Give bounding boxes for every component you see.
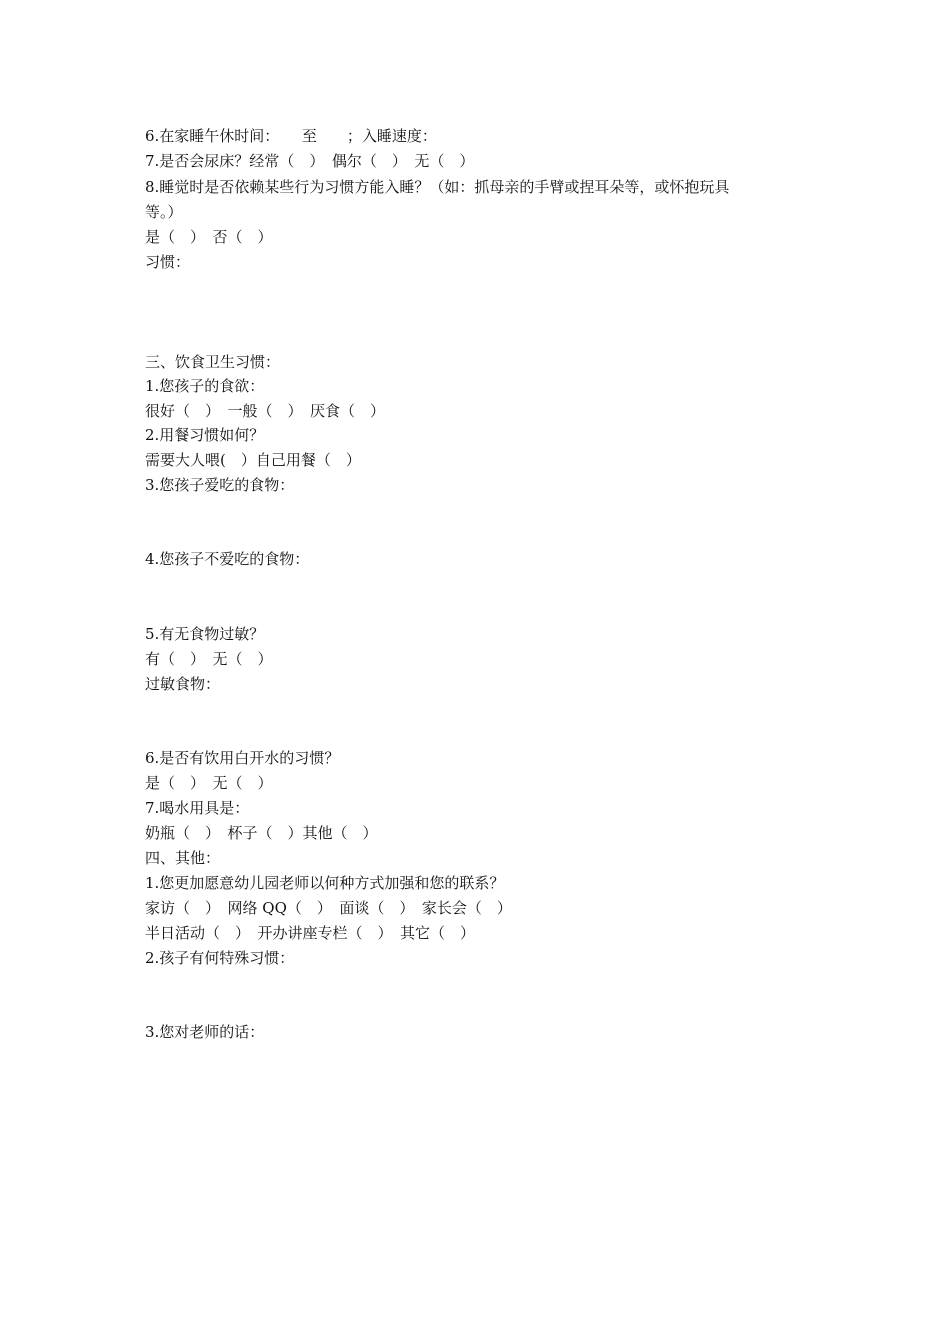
question-sleep-habit-cont: 等。） [145,203,183,221]
question-eating-habit: 2.用餐习惯如何？ [145,426,265,444]
question-contact-method: 1.您更加愿意幼儿园老师以何种方式加强和您的联系？ [145,874,505,892]
answer-sleep-habit-options: 是（ ） 否（ ） [145,228,273,246]
question-words-to-teacher: 3.您对老师的话： [145,1023,265,1041]
label-habit: 习惯： [145,253,191,271]
question-food-allergy: 5.有无食物过敏？ [145,625,265,643]
answer-contact-options-2: 半日活动（ ） 开办讲座专栏（ ） 其它（ ） [145,924,476,942]
question-sleep-habit: 8.睡觉时是否依赖某些行为习惯方能入睡？（如：抓母亲的手臂或捏耳朵等，或怀抱玩具 [145,178,730,196]
question-drinking-tool: 7.喝水用具是： [145,799,250,817]
question-disliked-food: 4.您孩子不爱吃的食物： [145,550,310,568]
answer-eating-habit-options: 需要大人喂( ）自己用餐（ ） [145,451,361,469]
question-favorite-food: 3.您孩子爱吃的食物： [145,476,295,494]
section-heading-other: 四、其他： [145,849,221,867]
answer-drinking-tool-options: 奶瓶（ ） 杯子（ ）其他（ ） [145,824,378,842]
section-heading-diet: 三、饮食卫生习惯： [145,353,281,371]
answer-contact-options-1: 家访（ ） 网络 QQ（ ） 面谈（ ） 家长会（ ） [145,899,512,917]
label-allergy-food: 过敏食物： [145,675,221,693]
answer-appetite-options: 很好（ ） 一般（ ） 厌食（ ） [145,402,386,420]
answer-allergy-options: 有（ ） 无（ ） [145,650,273,668]
question-special-habit: 2.孩子有何特殊习惯： [145,949,295,967]
question-appetite: 1.您孩子的食欲： [145,377,265,395]
answer-water-habit-options: 是（ ） 无（ ） [145,774,273,792]
question-nap-time: 6.在家睡午休时间： 至 ；入睡速度： [145,127,437,145]
question-bedwetting: 7.是否会尿床？经常（ ） 偶尔（ ） 无（ ） [145,152,475,170]
question-water-habit: 6.是否有饮用白开水的习惯？ [145,749,340,767]
